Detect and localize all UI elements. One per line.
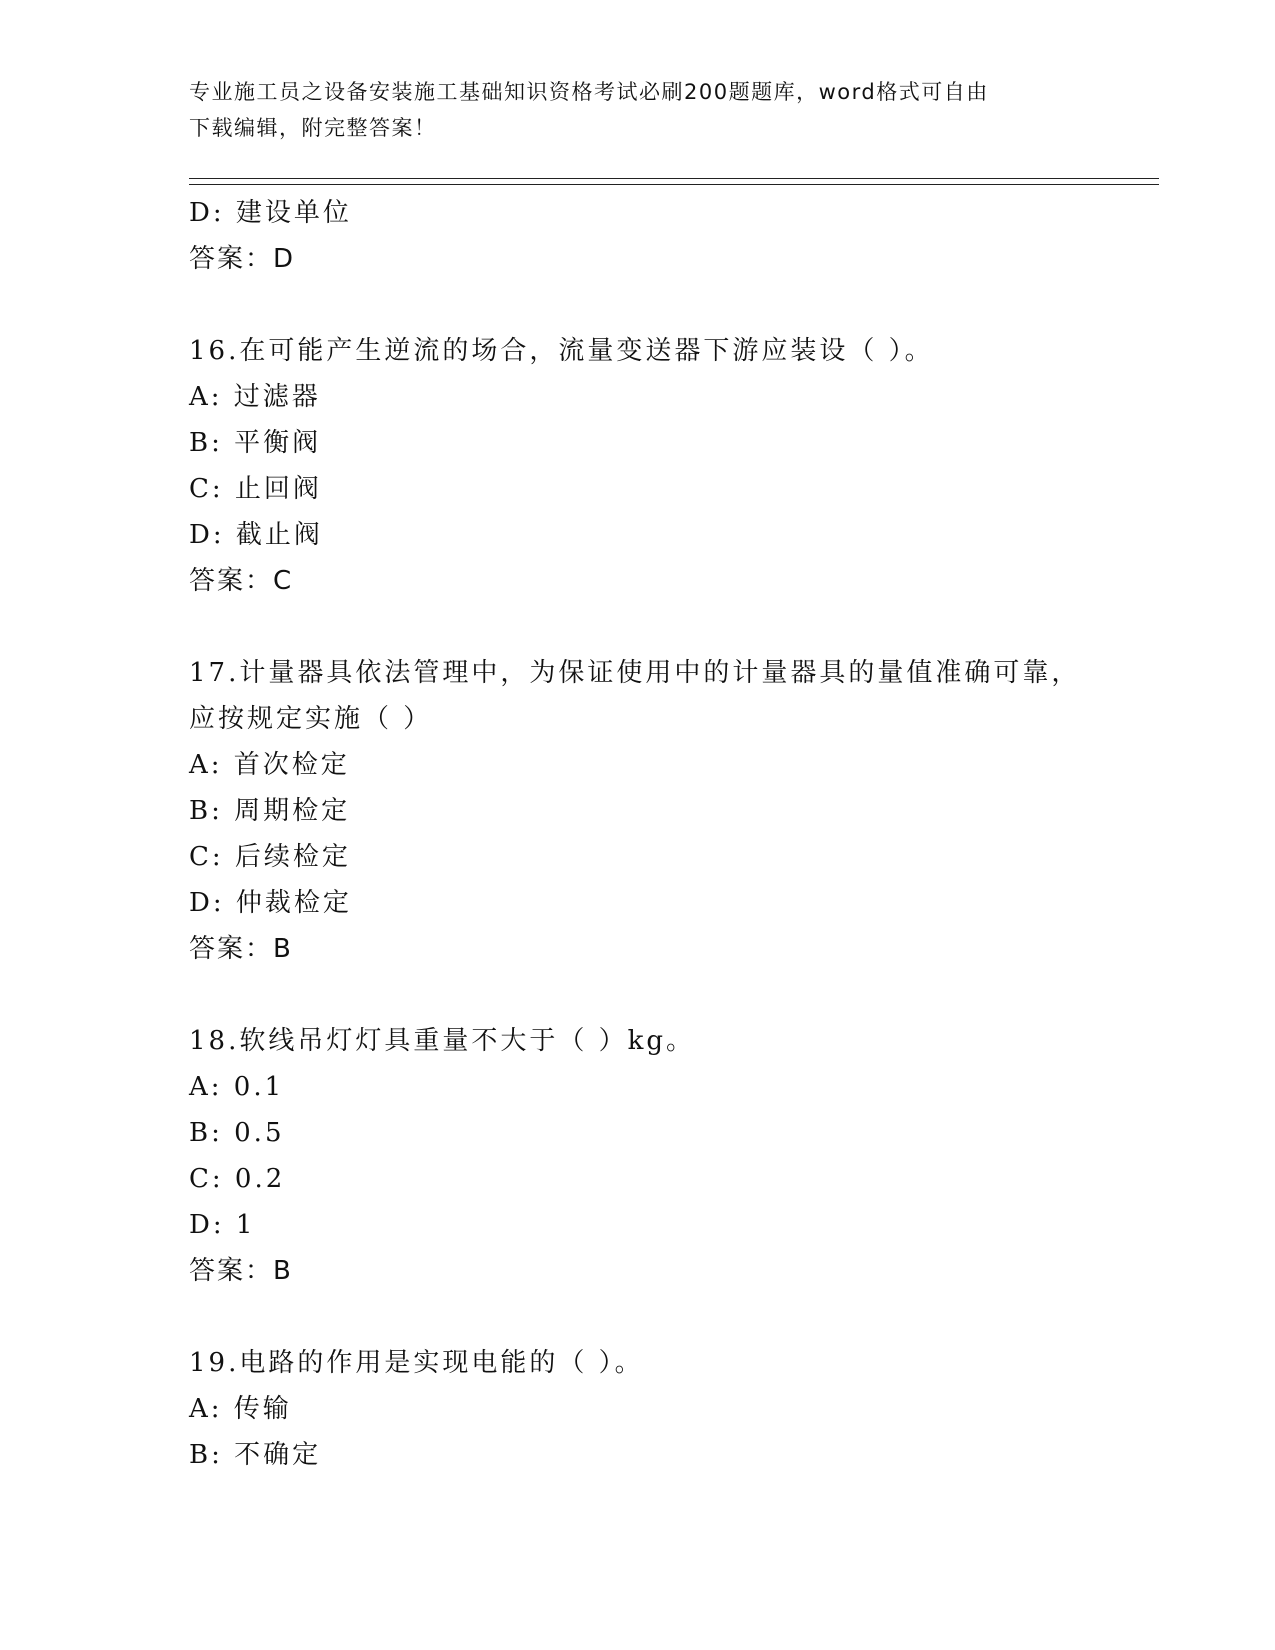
option-a: A: 传输 [189,1394,292,1424]
header-divider-bottom [189,184,1159,185]
question-stem: 18.软线吊灯灯具重量不大于（ ）kg。 [189,1026,696,1056]
option-b: B: 0.5 [189,1118,285,1148]
question-stem-line-2: 应按规定实施（ ） [189,704,433,734]
question-18 [189,1018,1089,1294]
option-a: A: 过滤器 [189,382,321,412]
option-d: D: 仲裁检定 [189,888,352,918]
previous-question-tail [189,190,1089,282]
option-b: B: 平衡阀 [189,428,322,458]
question-17 [189,650,1089,972]
option-b: B: 不确定 [189,1440,322,1470]
answer-line: 答案：B [189,1256,293,1286]
option-a: A: 0.1 [189,1072,285,1102]
spacer [189,1294,1089,1340]
header-divider-top [189,178,1159,179]
question-stem: 19.电路的作用是实现电能的（ ）。 [189,1348,644,1378]
option-c: C: 止回阀 [189,474,322,504]
option-d: D: 建设单位 [189,198,352,228]
option-a: A: 首次检定 [189,750,350,780]
option-b: B: 周期检定 [189,796,351,826]
spacer [189,282,1089,328]
option-d: D: 1 [189,1210,256,1240]
question-list [189,190,1089,1478]
question-16 [189,328,1089,604]
option-c: C: 0.2 [189,1164,286,1194]
option-c: C: 后续检定 [189,842,351,872]
document-header [189,74,1069,146]
option-d: D: 截止阀 [189,520,323,550]
answer-line: 答案：B [189,934,293,964]
spacer [189,604,1089,650]
question-stem: 16.在可能产生逆流的场合，流量变送器下游应装设（ ）。 [189,336,934,366]
answer-line: 答案：C [189,566,294,596]
question-19 [189,1340,1089,1478]
spacer [189,972,1089,1018]
header-line-1: 专业施工员之设备安装施工基础知识资格考试必刷200题题库，word格式可自由 [189,80,989,104]
question-stem-line-1: 17.计量器具依法管理中，为保证使用中的计量器具的量值准确可靠， [189,658,1081,688]
answer-line: 答案：D [189,244,296,274]
header-line-2: 下载编辑，附完整答案！ [189,116,437,140]
